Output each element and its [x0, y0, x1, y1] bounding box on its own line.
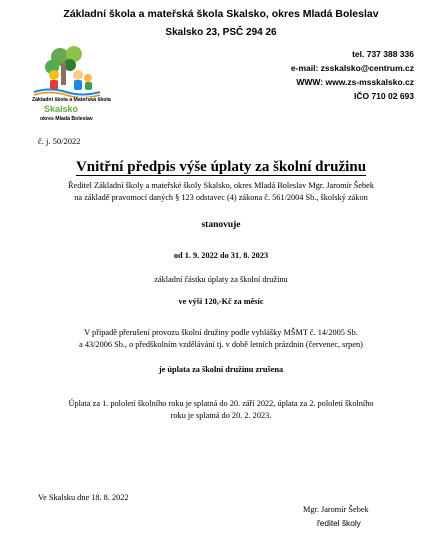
payment-line-1: Úplata za 1. pololetí školního roku je splatná do 20. září 2022, úplata za 2. pololetí školního — [68, 399, 374, 408]
signature-name: Mgr. Jaromír Šebek — [303, 505, 369, 514]
intro-line-1: Ředitel Základní školy a mateřské školy Skalsko, okres Mladá Boleslav Mgr. Jaromír Šebek — [67, 181, 374, 190]
document-title-text: Vnitřní předpis výše úplaty za školní družinu — [75, 159, 367, 175]
fee-cancelled-text: je úplata za školní družinu zrušena — [158, 365, 284, 374]
logo-line1: Základní škola a Mateřská škola — [32, 97, 111, 103]
contact-website: WWW: www.zs-msskalsko.cz — [296, 77, 414, 87]
logo-line3: okres Mladá Boleslav — [40, 116, 93, 122]
contact-ico: IČO 710 02 693 — [353, 91, 414, 101]
school-name: Základní škola a mateřská škola Skalsko, okres Mladá Boleslav — [63, 8, 379, 20]
contact-email: e-mail: zsskalsko@centrum.cz — [290, 63, 414, 73]
reference-number: č. j. 50/2022 — [38, 136, 81, 146]
interruption-line-2: a 43/2006 Sb., o předškolním vzdělávání tj. v době letních prázdnin (červenec, srpen) — [79, 340, 363, 349]
signature-role: ředitel školy — [317, 518, 361, 528]
fee-amount: ve výši 120,-Kč za měsíc — [178, 297, 264, 306]
logo-name: Skalsko — [44, 104, 79, 114]
school-logo — [30, 45, 120, 127]
intro-line-2: na základě pravomocí daných § 123 odstavec (4) zákona č. 561/2004 Sb., školský zákon — [74, 193, 368, 202]
document-title — [0, 159, 442, 176]
stanovuje-heading: stanovuje — [201, 220, 241, 230]
logo-tree-icon — [30, 45, 120, 97]
contact-phone: tel. 737 388 336 — [352, 49, 414, 59]
place-date: Ve Skalsku dne 18. 8. 2022 — [38, 493, 129, 502]
interruption-line-1: V případě přerušení provozu školní družiny podle vyhlášky MŠMT č. 14/2005 Sb. — [84, 328, 358, 337]
school-address: Skalsko 23, PSČ 294 26 — [165, 27, 277, 38]
payment-line-2: roku je splatná do 20. 2. 2023. — [170, 411, 272, 420]
validity-period: od 1. 9. 2022 do 31. 8. 2023 — [173, 251, 269, 260]
base-amount-text: základní částku úplaty za školní družinu — [154, 275, 288, 284]
